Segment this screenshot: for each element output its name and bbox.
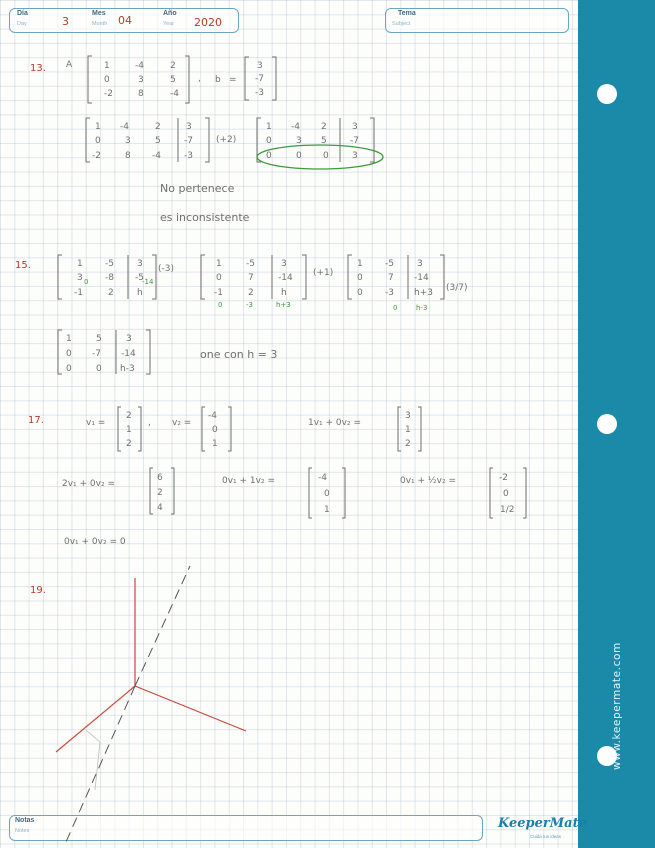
vector-cell: 1 [212,439,218,449]
matrix-cell: 0 [95,136,101,146]
matrix-cell: h [137,288,143,298]
matrix-cell: 5 [96,334,102,344]
axes-sketch [56,566,246,842]
matrix-cell: 1 [104,61,110,71]
vector-cell: -2 [499,473,508,483]
vector-cell: -4 [318,473,327,483]
notes-sublabel: Notes [15,828,30,834]
line-span-lower [66,686,135,842]
green-annotation: -3 [246,301,253,309]
day-label: Día [17,10,28,17]
logo-tagline: Cuida tus ideas [530,834,562,839]
equation-4: 0v₁ + ½v₂ = [400,476,456,486]
matrix-cell: 1 [216,259,222,269]
matrix-cell: 8 [125,151,131,161]
equation-2: 2v₁ + 0v₂ = [62,479,115,489]
matrix-cell: 0 [216,273,222,283]
augmented-matrix-1 [86,118,209,162]
green-annotation: 0 [84,278,89,286]
vector-cell: -4 [208,411,217,421]
matrix-cell: 1 [66,334,72,344]
matrix-cell: 0 [357,273,363,283]
conclusion-line-1: No pertenece [160,182,235,195]
equation-3: 0v₁ + 1v₂ = [222,476,275,486]
matrix-cell: 0 [66,364,72,374]
v1-label: v₁ = [86,418,106,428]
line-span-upper [135,566,190,686]
matrix-cell: 0 [296,151,302,161]
matrix-15-step-2 [201,255,306,309]
problem-15-number: 15. [15,260,31,271]
y-axis [135,686,246,731]
vector-b [245,57,276,100]
matrix-cell: 3 [125,136,131,146]
equation-2-result [150,468,174,514]
matrix-15-step-3 [348,255,444,312]
matrix-cell: 0 [104,75,110,85]
matrix-cell: -7 [92,349,101,359]
vector-cell: 6 [157,473,163,483]
day-value: 3 [62,15,69,28]
matrix-cell: 2 [248,288,254,298]
equation-3-result [309,468,345,518]
matrix-cell: 1 [95,122,101,132]
equation-5: 0v₁ + 0v₂ = 0 [64,537,126,547]
matrix-cell: 3 [137,259,143,269]
matrix-cell: 2 [155,122,161,132]
matrix-cell: 5 [155,136,161,146]
equation-4-result [490,468,526,518]
vector-cell: 4 [157,503,163,513]
matrix-cell: 0 [323,151,329,161]
matrix-cell: 3 [352,122,358,132]
row-operation: (+1) [313,268,334,278]
green-annotation: h+3 [276,301,291,309]
vector-cell: 0 [324,489,330,499]
matrix-cell: 5 [321,136,327,146]
matrix-cell: 3 [296,136,302,146]
website-url: www.keepermate.com [611,642,623,770]
equation-1-result [398,407,421,451]
matrix-a [88,56,189,103]
matrix-cell: 7 [388,273,394,283]
green-annotation: h-3 [416,304,428,312]
month-sublabel: Month [92,21,108,27]
matrix-cell: 0 [66,349,72,359]
vector-cell: 2 [405,439,411,449]
matrix-cell: 1 [77,259,83,269]
matrix-cell: 5 [170,75,176,85]
vector-cell: -7 [255,74,264,84]
vector-cell: 2 [126,439,132,449]
matrix-cell: -1 [74,288,83,298]
matrix-cell: 3 [138,75,144,85]
matrix-cell: -8 [105,273,114,283]
year-sublabel: Year [163,21,175,27]
vector-cell: 2 [126,411,132,421]
vector-v1 [118,407,141,451]
vector-v2 [202,407,231,451]
matrix-15-step-1 [58,255,156,299]
problem-13-number: 13. [30,63,46,74]
subject-sublabel: Subject [392,21,411,27]
matrix-cell: -4 [120,122,129,132]
matrix-cell: h-3 [120,364,135,374]
matrix-cell: 0 [357,288,363,298]
inconsistent-row-highlight [257,145,383,169]
matrix-cell: -14 [121,349,136,359]
x-axis [56,686,135,752]
matrix-cell: -5 [385,259,394,269]
green-annotation: 0 [393,304,398,312]
month-label: Mes [92,10,106,17]
keepermate-logo: KeeperMate [498,816,587,831]
problem-17-number: 17. [28,415,44,426]
matrix-cell: 0 [266,136,272,146]
matrix-cell: -4 [291,122,300,132]
vector-b-label: b [215,75,221,85]
row-operation: (3/7) [446,283,468,293]
row-operation: (+2) [216,135,237,145]
matrix-cell: 3 [126,334,132,344]
matrix-cell: 3 [281,259,287,269]
matrix-cell: 2 [321,122,327,132]
matrix-cell: 3 [186,122,192,132]
comma: , [198,74,201,84]
binder-hole [597,84,617,104]
equals-sign: = [229,75,237,85]
vector-cell: 1/2 [500,505,515,515]
matrix-cell: 7 [248,273,254,283]
matrix-cell: -1 [214,288,223,298]
vector-cell: 3 [405,411,411,421]
matrix-cell: -3 [385,288,394,298]
comma: , [148,418,151,428]
matrix-cell: -4 [170,89,179,99]
matrix-cell: 2 [108,288,114,298]
vector-cell: 0 [212,425,218,435]
binder-hole [597,414,617,434]
problem-15-answer: one con h = 3 [200,348,278,361]
matrix-cell: 0 [266,151,272,161]
matrix-cell: -2 [92,151,101,161]
matrix-cell: 8 [138,89,144,99]
matrix-cell: -5 [246,259,255,269]
v2-label: v₂ = [172,418,192,428]
matrix-cell: -4 [152,151,161,161]
equation-1: 1v₁ + 0v₂ = [308,418,361,428]
vector-cell: 3 [257,61,263,71]
matrix-cell: 3 [352,151,358,161]
matrix-cell: -2 [104,89,113,99]
matrix-cell: h+3 [414,288,433,298]
row-operation: (-3) [158,264,174,274]
vector-cell: 0 [503,489,509,499]
matrix-cell: -5 [105,259,114,269]
matrix-cell: 1 [357,259,363,269]
augmented-matrix-2 [257,118,374,162]
matrix-a-label: A [66,60,73,70]
year-value: 2020 [194,16,222,29]
matrix-cell: 3 [417,259,423,269]
vector-cell: -3 [255,88,264,98]
matrix-cell: -4 [135,61,144,71]
vector-cell: 1 [324,505,330,515]
matrix-cell: -7 [350,136,359,146]
day-sublabel: Day [17,21,27,27]
vector-cell: 1 [126,425,132,435]
matrix-cell: -14 [278,273,293,283]
matrix-cell: -14 [414,273,429,283]
green-annotation: -14 [142,278,154,286]
subject-label: Tema [398,10,416,17]
matrix-cell: h [281,288,287,298]
conclusion-line-2: es inconsistente [160,211,250,224]
matrix-cell: 1 [266,122,272,132]
vector-cell: 1 [405,425,411,435]
green-annotation: 0 [218,301,223,309]
vector-cell: 2 [157,488,163,498]
matrix-cell: -5 [135,273,144,283]
notes-label: Notas [15,817,35,824]
matrix-cell: 3 [77,273,83,283]
month-value: 04 [118,14,132,27]
matrix-cell: -3 [184,151,193,161]
problem-19-number: 19. [30,585,46,596]
matrix-15-result [58,330,150,374]
year-label: Año [163,10,177,17]
matrix-cell: 2 [170,61,176,71]
matrix-cell: -7 [184,136,193,146]
matrix-cell: 0 [96,364,102,374]
